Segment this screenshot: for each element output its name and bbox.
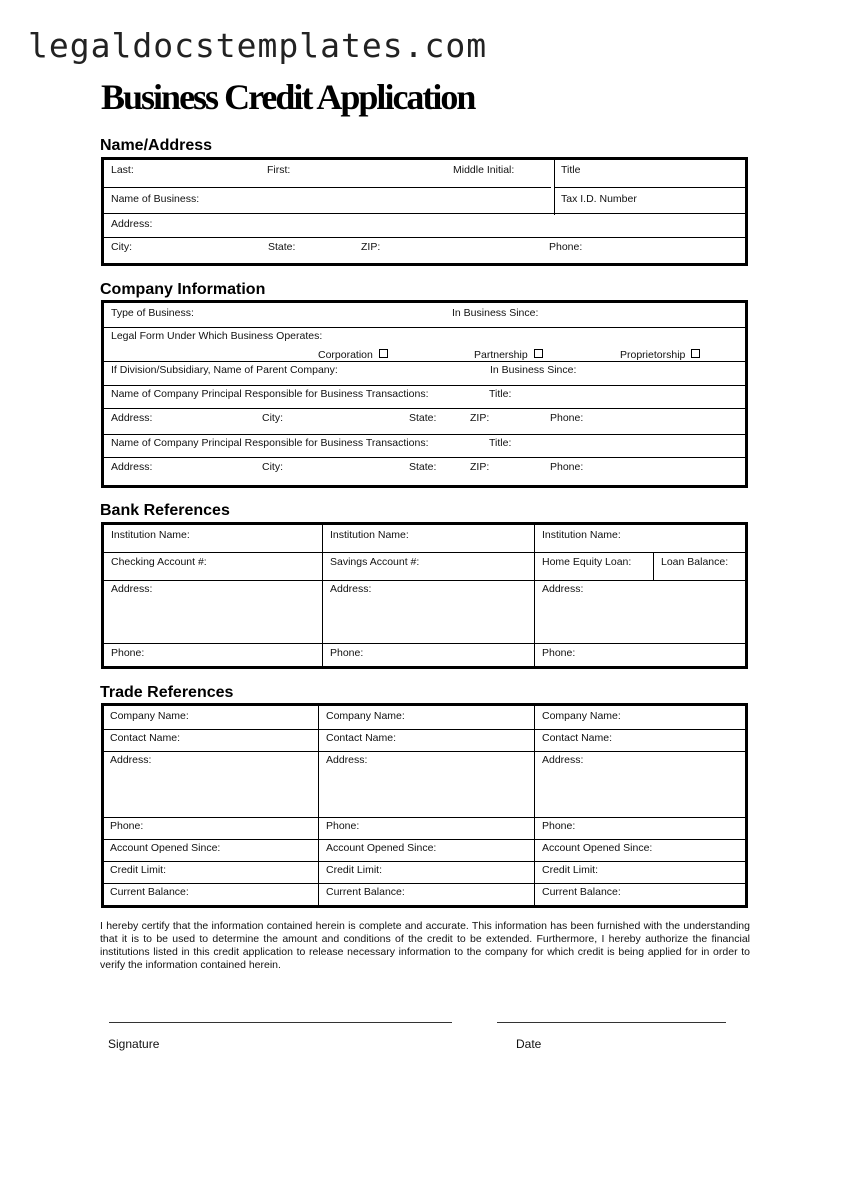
- trade-3-contact-field[interactable]: Contact Name:: [542, 732, 613, 744]
- signature-label: Signature: [108, 1037, 160, 1051]
- principal-2-field[interactable]: Name of Company Principal Responsible for Business Transactions:: [111, 437, 429, 449]
- principal-1-phone-field[interactable]: Phone:: [550, 412, 584, 424]
- home-equity-loan-field[interactable]: Home Equity Loan:: [542, 556, 632, 568]
- trade-1-credit-limit-field[interactable]: Credit Limit:: [110, 864, 167, 876]
- phone-field[interactable]: Phone:: [549, 241, 583, 253]
- middle-initial-field[interactable]: Middle Initial:: [453, 164, 515, 176]
- trade-2-phone-field[interactable]: Phone:: [326, 820, 360, 832]
- city-field[interactable]: City:: [111, 241, 132, 253]
- bank-3-phone-field[interactable]: Phone:: [542, 647, 576, 659]
- trade-2-address-field[interactable]: Address:: [326, 754, 368, 766]
- address-field[interactable]: Address:: [111, 218, 153, 230]
- trade-2-contact-field[interactable]: Contact Name:: [326, 732, 397, 744]
- title-field[interactable]: Title: [561, 164, 581, 176]
- principal-1-title-field[interactable]: Title:: [489, 388, 512, 400]
- parent-company-field[interactable]: If Division/Subsidiary, Name of Parent Company:: [111, 364, 338, 376]
- principal-2-city-field[interactable]: City:: [262, 461, 283, 473]
- trade-2-opened-field[interactable]: Account Opened Since:: [326, 842, 437, 854]
- principal-1-zip-field[interactable]: ZIP:: [470, 412, 490, 424]
- legal-form-label: Legal Form Under Which Business Operates:: [111, 330, 323, 342]
- section-heading-company: Company Information: [100, 281, 266, 298]
- company-info-box: [101, 300, 748, 488]
- partnership-checkbox[interactable]: [534, 349, 543, 358]
- trade-3-credit-limit-field[interactable]: Credit Limit:: [542, 864, 599, 876]
- principal-2-phone-field[interactable]: Phone:: [550, 461, 584, 473]
- zip-field[interactable]: ZIP:: [361, 241, 381, 253]
- principal-1-state-field[interactable]: State:: [409, 412, 437, 424]
- principal-1-address-field[interactable]: Address:: [111, 412, 153, 424]
- section-heading-name-address: Name/Address: [100, 137, 213, 154]
- last-name-field[interactable]: Last:: [111, 164, 134, 176]
- principal-2-state-field[interactable]: State:: [409, 461, 437, 473]
- trade-3-opened-field[interactable]: Account Opened Since:: [542, 842, 653, 854]
- bank-1-institution-field[interactable]: Institution Name:: [111, 529, 190, 541]
- savings-account-field[interactable]: Savings Account #:: [330, 556, 420, 568]
- bank-2-phone-field[interactable]: Phone:: [330, 647, 364, 659]
- trade-1-contact-field[interactable]: Contact Name:: [110, 732, 181, 744]
- principal-2-title-field[interactable]: Title:: [489, 437, 512, 449]
- trade-1-balance-field[interactable]: Current Balance:: [110, 886, 189, 898]
- signature-line[interactable]: [109, 1022, 452, 1023]
- partnership-label: Partnership: [474, 349, 528, 361]
- proprietorship-checkbox[interactable]: [691, 349, 700, 358]
- section-heading-trade: Trade References: [100, 684, 234, 701]
- trade-1-phone-field[interactable]: Phone:: [110, 820, 144, 832]
- corporation-label: Corporation: [318, 349, 373, 361]
- trade-references-box: [101, 703, 748, 908]
- date-line[interactable]: [497, 1022, 726, 1023]
- state-field[interactable]: State:: [268, 241, 296, 253]
- section-heading-bank: Bank References: [100, 502, 230, 519]
- trade-2-credit-limit-field[interactable]: Credit Limit:: [326, 864, 383, 876]
- in-business-since-field[interactable]: In Business Since:: [452, 307, 539, 319]
- trade-1-opened-field[interactable]: Account Opened Since:: [110, 842, 221, 854]
- trade-3-address-field[interactable]: Address:: [542, 754, 584, 766]
- partnership-option[interactable]: [474, 349, 543, 361]
- loan-balance-field[interactable]: Loan Balance:: [661, 556, 729, 568]
- bank-1-address-field[interactable]: Address:: [111, 583, 153, 595]
- bank-2-address-field[interactable]: Address:: [330, 583, 372, 595]
- checking-account-field[interactable]: Checking Account #:: [111, 556, 207, 568]
- principal-2-zip-field[interactable]: ZIP:: [470, 461, 490, 473]
- bank-3-address-field[interactable]: Address:: [542, 583, 584, 595]
- principal-1-city-field[interactable]: City:: [262, 412, 283, 424]
- trade-2-balance-field[interactable]: Current Balance:: [326, 886, 405, 898]
- trade-3-balance-field[interactable]: Current Balance:: [542, 886, 621, 898]
- business-name-field[interactable]: Name of Business:: [111, 193, 200, 205]
- corporation-option[interactable]: [318, 349, 388, 361]
- bank-1-phone-field[interactable]: Phone:: [111, 647, 145, 659]
- principal-1-field[interactable]: Name of Company Principal Responsible for Business Transactions:: [111, 388, 429, 400]
- tax-id-field[interactable]: Tax I.D. Number: [561, 193, 637, 205]
- trade-3-phone-field[interactable]: Phone:: [542, 820, 576, 832]
- corporation-checkbox[interactable]: [379, 349, 388, 358]
- name-address-box: [101, 157, 748, 266]
- trade-1-address-field[interactable]: Address:: [110, 754, 152, 766]
- date-label: Date: [516, 1037, 542, 1051]
- trade-1-company-field[interactable]: Company Name:: [110, 710, 189, 722]
- bank-2-institution-field[interactable]: Institution Name:: [330, 529, 409, 541]
- proprietorship-option[interactable]: [620, 349, 700, 361]
- trade-3-company-field[interactable]: Company Name:: [542, 710, 621, 722]
- bank-references-box: [101, 522, 748, 669]
- type-of-business-field[interactable]: Type of Business:: [111, 307, 194, 319]
- parent-in-business-since-field[interactable]: In Business Since:: [490, 364, 577, 376]
- watermark: legaldocstemplates.com: [28, 26, 488, 65]
- trade-2-company-field[interactable]: Company Name:: [326, 710, 405, 722]
- first-name-field[interactable]: First:: [267, 164, 291, 176]
- certification-text: I hereby certify that the information contained herein is complete and accurate. This information has been furnished with the understanding that it is to be used to determine the amount and conditions of the credit to be extended. Furthermore, I hereby authorize the financial institutions listed in this credit application to release necessary information to the company for which credit is being applied for in order to verify the information contained herein.: [100, 920, 750, 971]
- proprietorship-label: Proprietorship: [620, 349, 686, 361]
- principal-2-address-field[interactable]: Address:: [111, 461, 153, 473]
- bank-3-institution-field[interactable]: Institution Name:: [542, 529, 621, 541]
- page-title: Business Credit Application: [101, 77, 475, 117]
